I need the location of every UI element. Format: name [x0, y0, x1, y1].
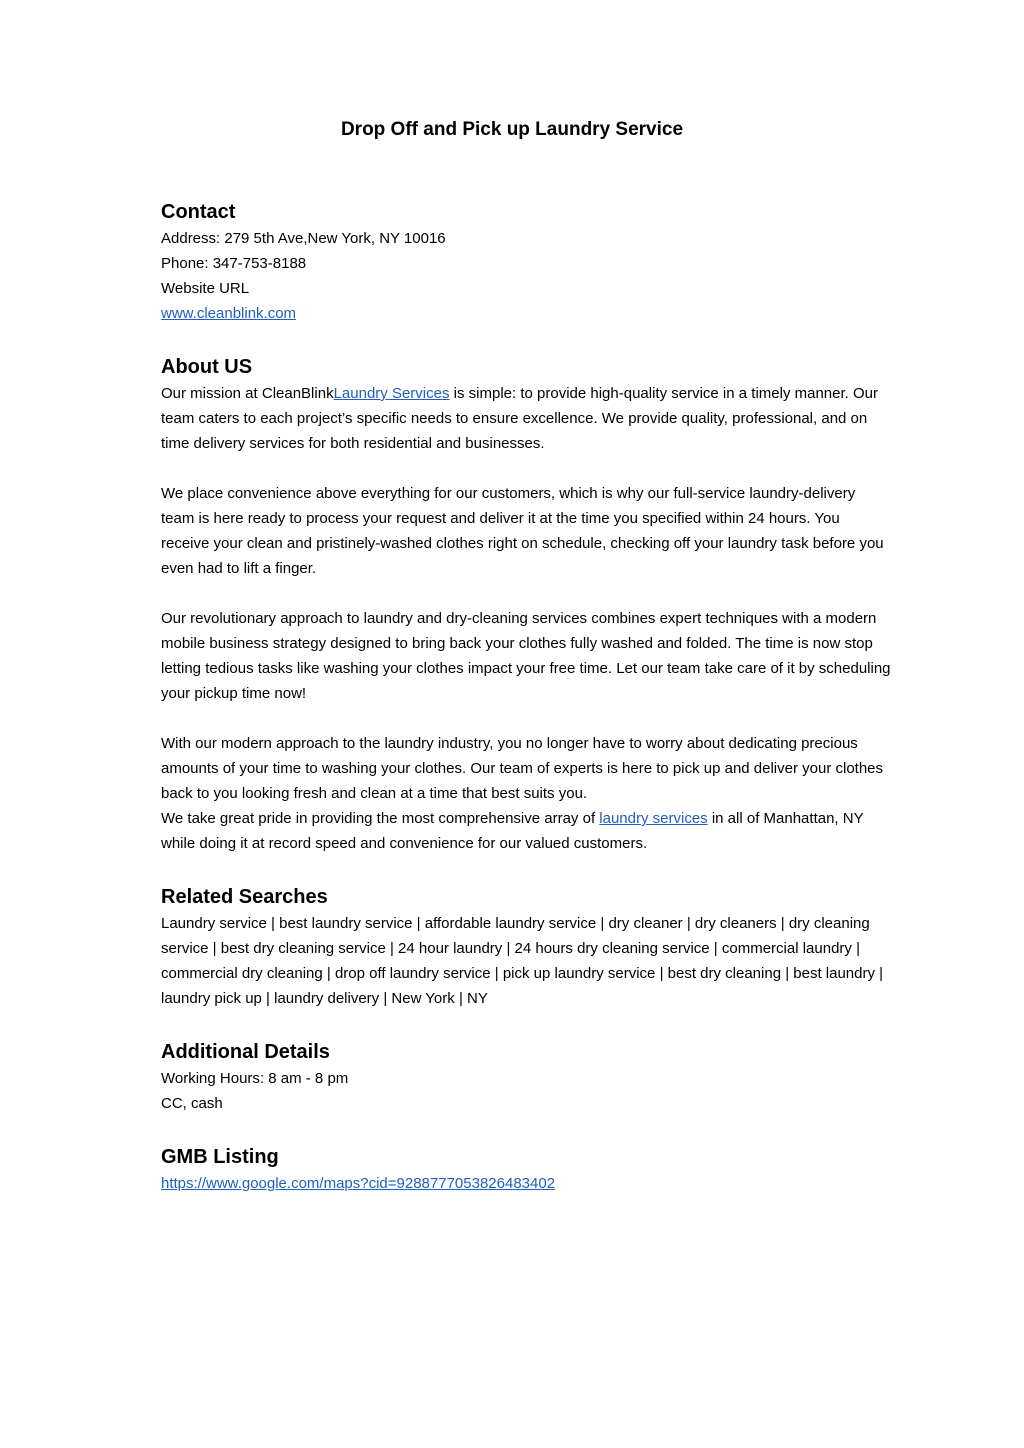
website-label: Website URL — [161, 280, 250, 297]
spacer — [161, 856, 891, 883]
gmb-link-line — [161, 1171, 891, 1196]
about-paragraph-2: We place convenience above everything for our customers, which is why our full-service laundry-delivery team is here ready to process your request and deliver it at the time you specified within 24 hours. You receive your clean and pristinely-washed clothes right on schedule, checking off your laundry task before you even had to lift a finger. — [161, 485, 884, 577]
document-title: Drop Off and Pick up Laundry Service — [340, 119, 684, 140]
about-paragraph-3: Our revolutionary approach to laundry and dry-cleaning services combines expert techniques with a modern mobile business strategy designed to bring back your clothes fully washed and folded. The time is now stop letting tedious tasks like washing your clothes impact your free time. Let our team take care of it by scheduling your pickup time now! — [161, 610, 891, 702]
additional-details-section — [161, 1038, 891, 1116]
spacer — [161, 581, 891, 606]
spacer — [161, 1116, 891, 1143]
about-p1-suffix: is simple: to provide high-quality service in a timely manner. Our team caters to each project’s specific needs to ensure excellence. We provide quality, professional, and on time delivery services for both residential and businesses. — [161, 385, 878, 452]
payment-methods: CC, cash — [161, 1095, 223, 1112]
laundry-services-link[interactable]: Laundry Services — [333, 385, 450, 402]
gmb-listing-heading: GMB Listing — [161, 1146, 279, 1168]
about-section — [161, 353, 891, 856]
contact-address: Address: 279 5th Ave,New York, NY 10016 — [161, 230, 446, 247]
working-hours: Working Hours: 8 am - 8 pm — [161, 1070, 349, 1087]
gmb-listing-section — [161, 1143, 891, 1196]
spacer — [161, 326, 891, 353]
about-paragraph-4: With our modern approach to the laundry industry, you no longer have to worry about dedicating precious amounts of your time to washing your clothes. Our team of experts is here to pick up and deliver your clothes back to you looking fresh and clean at a time that best suits you. — [161, 735, 884, 802]
additional-details-heading: Additional Details — [161, 1041, 330, 1063]
about-heading: About US — [161, 356, 253, 378]
contact-phone: Phone: 347-753-8188 — [161, 255, 307, 272]
related-searches-heading: Related Searches — [161, 886, 328, 908]
about-paragraph-5 — [161, 806, 891, 856]
contact-heading: Contact — [161, 201, 236, 223]
website-link[interactable]: www.cleanblink.com — [161, 305, 297, 322]
related-searches-section — [161, 883, 891, 1011]
about-paragraph-1 — [161, 381, 891, 456]
about-p1-prefix: Our mission at CleanBlink — [161, 385, 334, 402]
spacer — [161, 456, 891, 481]
gmb-listing-link[interactable]: https://www.google.com/maps?cid=9288777053826483402 — [161, 1175, 556, 1192]
document-content — [161, 198, 891, 1196]
spacer — [161, 1011, 891, 1038]
spacer — [161, 706, 891, 731]
laundry-services-inline-link[interactable]: laundry services — [599, 810, 708, 827]
contact-section — [161, 198, 891, 326]
website-line — [161, 301, 891, 326]
about-p5-prefix: We take great pride in providing the most comprehensive array of — [161, 810, 600, 827]
about-p5-suffix: in all of Manhattan, NY while doing it at record speed and convenience for our valued customers. — [161, 810, 864, 852]
related-searches-text: Laundry service | best laundry service | affordable laundry service | dry cleaner | dry cleaners | dry cleaning service | best dry cleaning service | 24 hour laundry | 24 hours dry cleaning service | commercial laundry | commercial dry cleaning | drop off laundry service | pick up laundry service | best dry cleaning | best laundry | laundry pick up | laundry delivery | New York | NY — [161, 915, 884, 1007]
